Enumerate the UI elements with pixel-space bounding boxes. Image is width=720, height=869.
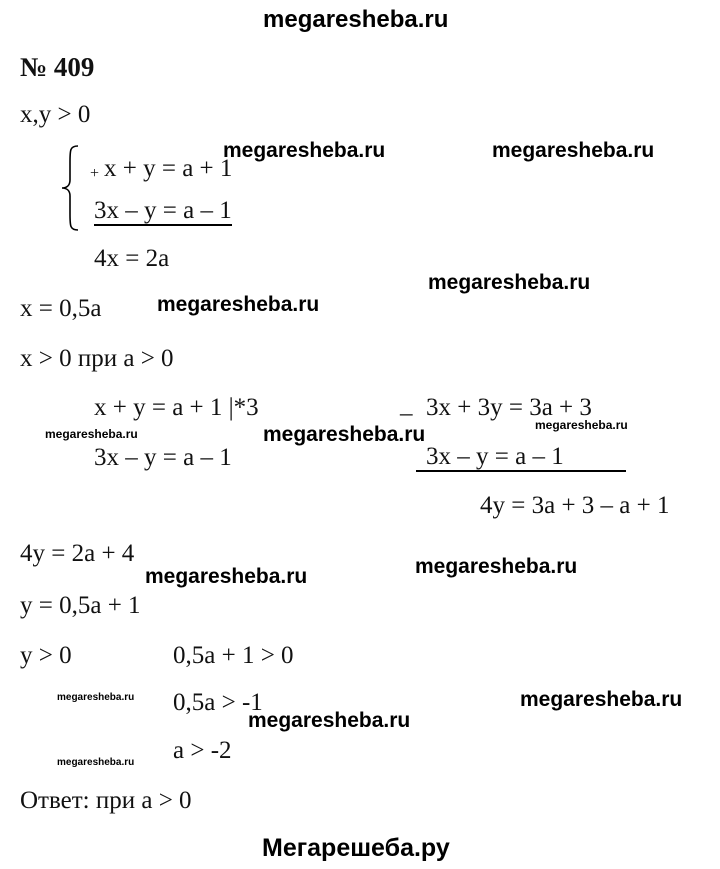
eq-subtract: 3x – y = a – 1: [426, 443, 564, 470]
inequality-3: a > -2: [173, 737, 232, 764]
x-condition: x > 0 при a > 0: [20, 345, 174, 372]
watermark: megaresheba.ru: [428, 271, 591, 294]
site-header: megaresheba.ru: [263, 6, 449, 33]
y-eq-4y: 4y = 2a + 4: [20, 540, 135, 567]
system-eq-1: x + y = a + 1: [104, 155, 233, 182]
minus-sign: _: [400, 391, 413, 418]
watermark: megaresheba.ru: [535, 418, 628, 432]
system-eq-2: 3x – y = a – 1: [94, 197, 232, 224]
eq-second: 3x – y = a – 1: [94, 444, 232, 471]
watermark: megaresheba.ru: [520, 688, 683, 711]
watermark: megaresheba.ru: [157, 293, 320, 316]
watermark: megaresheba.ru: [263, 423, 426, 446]
y-condition: y > 0: [20, 642, 72, 669]
eq-multiply: x + y = a + 1 |*3: [94, 394, 259, 421]
condition-line: x,y > 0: [20, 101, 91, 128]
watermark: megaresheba.ru: [415, 555, 578, 578]
watermark: megaresheba.ru: [223, 139, 386, 162]
watermark: megaresheba.ru: [248, 709, 411, 732]
system-brace-icon: [60, 144, 80, 232]
x-value: x = 0,5a: [20, 295, 102, 322]
answer-line: Ответ: при a > 0: [20, 787, 192, 814]
inequality-2: 0,5a > -1: [173, 689, 263, 716]
subtraction-line: [416, 470, 626, 472]
eq-difference: 4y = 3a + 3 – a + 1: [480, 492, 670, 519]
watermark: megaresheba.ru: [45, 427, 138, 441]
inequality-1: 0,5a + 1 > 0: [173, 642, 294, 669]
site-footer: Мегарешеба.ру: [262, 834, 450, 862]
y-value: y = 0,5a + 1: [20, 592, 141, 619]
watermark: megaresheba.ru: [57, 757, 135, 768]
watermark: megaresheba.ru: [145, 565, 308, 588]
plus-sign: +: [90, 165, 100, 182]
eq-tripled: 3x + 3y = 3a + 3: [426, 394, 592, 421]
problem-number: № 409: [20, 52, 95, 82]
watermark: megaresheba.ru: [57, 692, 135, 703]
sum-eq-1: 4x = 2a: [94, 245, 170, 272]
watermark: megaresheba.ru: [492, 139, 655, 162]
